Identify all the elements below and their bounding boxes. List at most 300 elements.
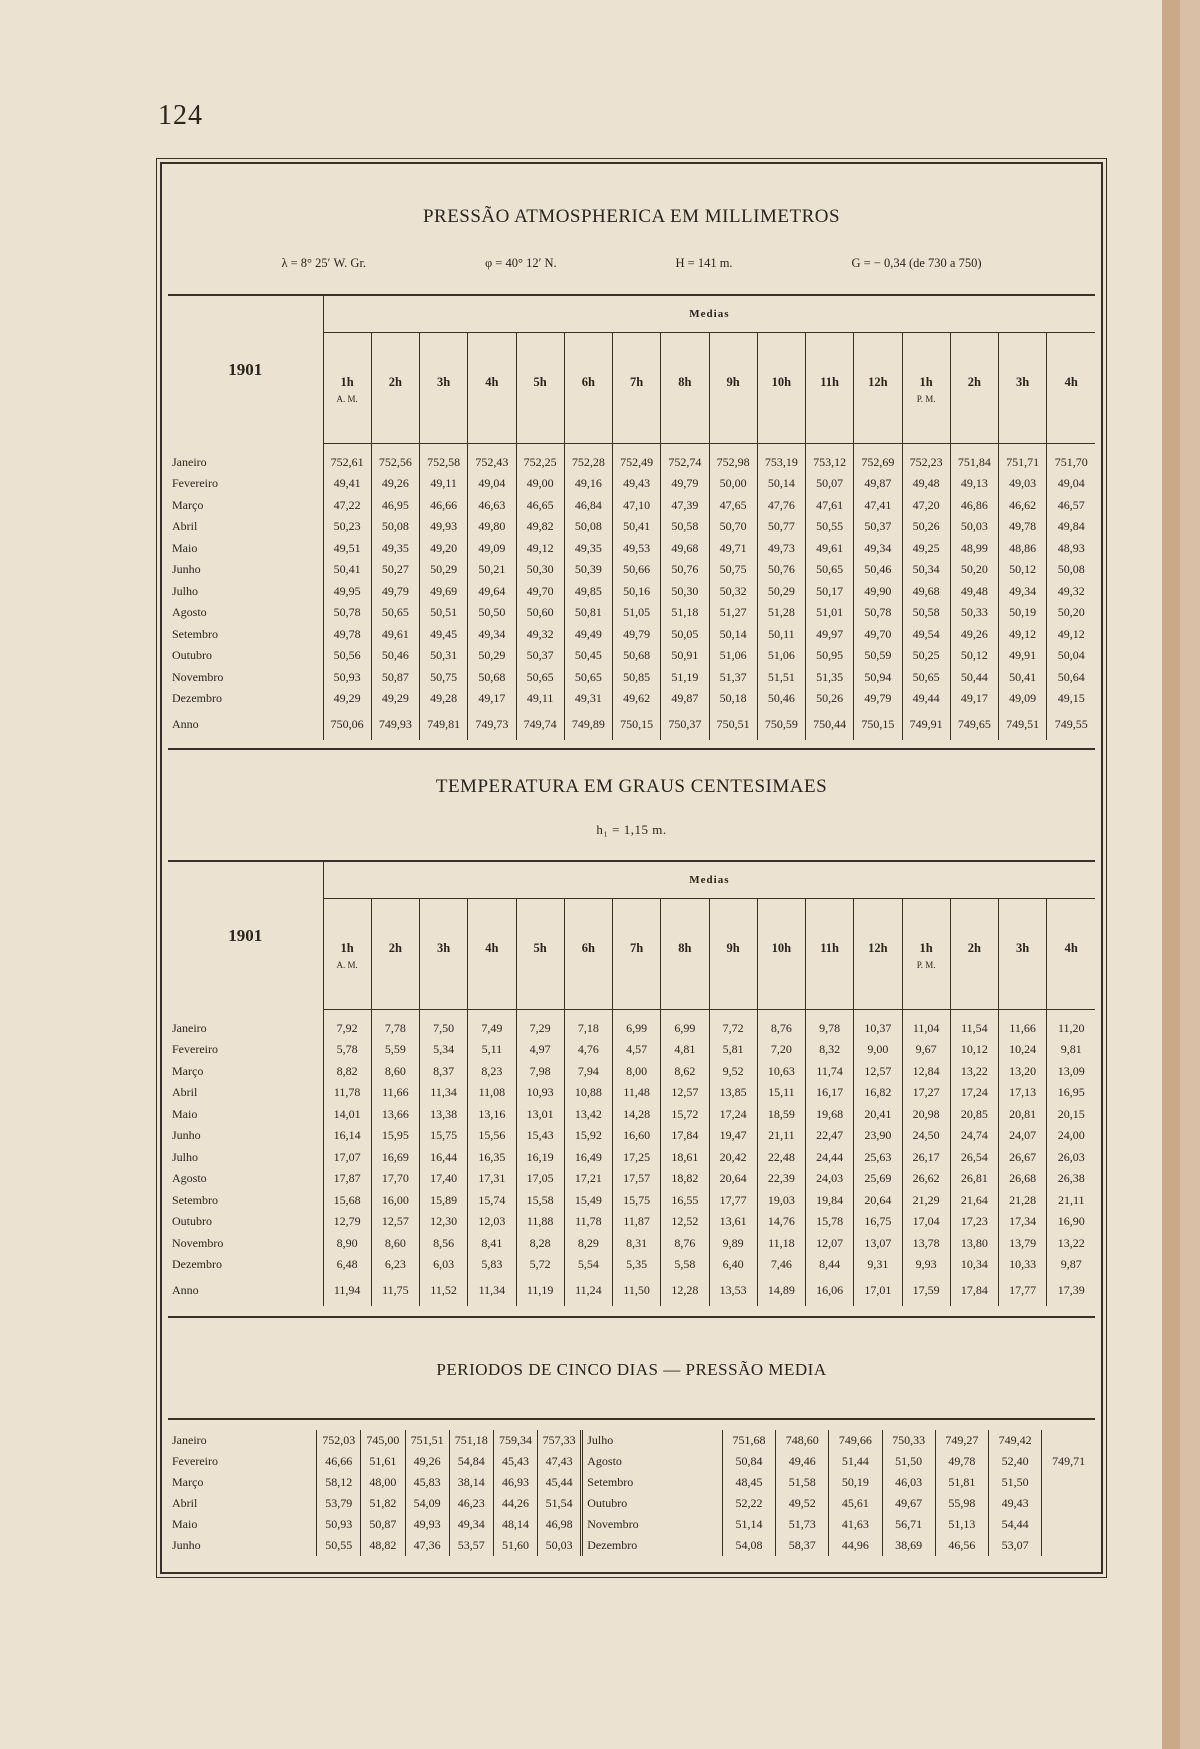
value-cell: 11,04 [902, 1010, 950, 1040]
value-cell: 50,37 [516, 645, 564, 667]
value-cell: 26,62 [902, 1168, 950, 1190]
value-cell: 50,12 [950, 645, 998, 667]
value-cell: 50,81 [564, 602, 612, 624]
value-cell: 13,22 [950, 1061, 998, 1083]
value-cell: 50,84 [722, 1451, 775, 1472]
month-label: Setembro [172, 1192, 218, 1207]
value-cell: 749,42 [988, 1430, 1041, 1451]
hour-label: 8h [678, 941, 692, 955]
value-cell: 50,30 [516, 559, 564, 581]
value-cell: 49,79 [371, 581, 419, 603]
value-cell: 11,78 [564, 1211, 612, 1233]
table-row [168, 473, 1095, 495]
value-cell: 53,79 [317, 1493, 361, 1514]
value-cell: 16,69 [371, 1147, 419, 1169]
hour-header [854, 899, 902, 1010]
value-cell: 9,52 [709, 1061, 757, 1083]
value-cell: 752,49 [613, 444, 661, 474]
value-cell: 24,00 [1047, 1125, 1095, 1147]
value-cell: 49,78 [999, 516, 1047, 538]
month-label: Junho [172, 1128, 201, 1143]
value-cell: 7,46 [757, 1254, 805, 1276]
table-row [168, 688, 1095, 710]
hour-label: 3h [437, 941, 451, 955]
value-cell: 9,89 [709, 1233, 757, 1255]
value-cell: 46,57 [1047, 495, 1095, 517]
divider [168, 1418, 1095, 1420]
value-cell [1042, 1493, 1095, 1514]
value-cell: 7,20 [757, 1039, 805, 1061]
value-cell: 50,51 [420, 602, 468, 624]
value-cell: 49,34 [854, 538, 902, 560]
annual-value: 749,73 [468, 710, 516, 740]
value-cell: 8,76 [757, 1010, 805, 1040]
value-cell: 26,17 [902, 1147, 950, 1169]
value-cell: 10,63 [757, 1061, 805, 1083]
value-cell: 51,14 [722, 1514, 775, 1535]
value-cell: 15,43 [516, 1125, 564, 1147]
value-cell: 17,24 [950, 1082, 998, 1104]
value-cell: 50,21 [468, 559, 516, 581]
value-cell: 7,92 [323, 1010, 371, 1040]
hour-label: 6h [581, 375, 595, 389]
pressure-title: PRESSÃO ATMOSPHERICA EM MILLIMETROS [422, 206, 841, 227]
month-label: Março [172, 497, 204, 512]
value-cell: 23,90 [854, 1125, 902, 1147]
value-cell: 50,56 [323, 645, 371, 667]
value-cell: 8,82 [323, 1061, 371, 1083]
value-cell: 12,84 [902, 1061, 950, 1083]
hour-label: 4h [485, 941, 499, 955]
value-cell: 49,93 [420, 516, 468, 538]
value-cell: 12,57 [371, 1211, 419, 1233]
annual-value: 17,59 [902, 1276, 950, 1306]
value-cell: 50,07 [806, 473, 854, 495]
value-cell: 5,83 [468, 1254, 516, 1276]
value-cell: 19,47 [709, 1125, 757, 1147]
value-cell: 49,43 [613, 473, 661, 495]
annual-value: 750,44 [806, 710, 854, 740]
value-cell: 50,18 [709, 688, 757, 710]
value-cell: 49,43 [988, 1493, 1041, 1514]
hour-header [661, 333, 709, 444]
value-cell: 51,50 [882, 1451, 935, 1472]
value-cell: 7,78 [371, 1010, 419, 1040]
value-cell: 15,78 [806, 1211, 854, 1233]
annual-value: 11,34 [468, 1276, 516, 1306]
value-cell: 15,11 [757, 1082, 805, 1104]
hour-label: 7h [630, 941, 644, 955]
month-label: Novembro [172, 1235, 224, 1250]
divider [168, 1316, 1095, 1318]
value-cell: 13,61 [709, 1211, 757, 1233]
value-cell: 49,25 [902, 538, 950, 560]
month-label: Março [172, 1475, 204, 1489]
hour-label: 9h [726, 375, 740, 389]
value-cell: 753,12 [806, 444, 854, 474]
value-cell: 17,84 [661, 1125, 709, 1147]
value-cell: 16,95 [1047, 1082, 1095, 1104]
value-cell: 5,72 [516, 1254, 564, 1276]
value-cell: 15,68 [323, 1190, 371, 1212]
value-cell: 46,62 [999, 495, 1047, 517]
value-cell: 10,93 [516, 1082, 564, 1104]
table-row [168, 495, 1095, 517]
value-cell: 50,77 [757, 516, 805, 538]
month-label: Setembro [172, 626, 218, 641]
value-cell: 17,34 [999, 1211, 1047, 1233]
value-cell: 49,32 [516, 624, 564, 646]
value-cell: 18,61 [661, 1147, 709, 1169]
value-cell: 50,19 [829, 1472, 882, 1493]
value-cell: 51,81 [935, 1472, 988, 1493]
value-cell: 46,66 [420, 495, 468, 517]
value-cell: 54,09 [405, 1493, 449, 1514]
value-cell: 51,06 [709, 645, 757, 667]
value-cell: 50,26 [806, 688, 854, 710]
value-cell: 49,79 [613, 624, 661, 646]
value-cell: 26,81 [950, 1168, 998, 1190]
value-cell: 8,62 [661, 1061, 709, 1083]
value-cell: 50,64 [1047, 667, 1095, 689]
value-cell: 50,26 [902, 516, 950, 538]
value-cell: 50,34 [902, 559, 950, 581]
value-cell: 16,35 [468, 1147, 516, 1169]
value-cell: 50,04 [1047, 645, 1095, 667]
value-cell: 50,31 [420, 645, 468, 667]
value-cell: 47,39 [661, 495, 709, 517]
value-cell: 50,37 [854, 516, 902, 538]
value-cell: 48,82 [361, 1535, 405, 1556]
hour-header [323, 333, 371, 444]
value-cell: 9,31 [854, 1254, 902, 1276]
value-cell: 49,68 [661, 538, 709, 560]
value-cell: 6,40 [709, 1254, 757, 1276]
value-cell: 11,34 [420, 1082, 468, 1104]
temperature-title: TEMPERATURA EM GRAUS CENTESIMAES [435, 776, 828, 797]
value-cell: 38,69 [882, 1535, 935, 1556]
value-cell: 50,08 [1047, 559, 1095, 581]
annual-value: 11,24 [564, 1276, 612, 1306]
value-cell: 8,00 [613, 1061, 661, 1083]
value-cell: 50,68 [468, 667, 516, 689]
value-cell: 50,58 [902, 602, 950, 624]
value-cell: 45,44 [538, 1472, 582, 1493]
value-cell: 752,03 [317, 1430, 361, 1451]
table-row [168, 645, 1095, 667]
hour-label: 1h [919, 941, 933, 955]
value-cell: 12,79 [323, 1211, 371, 1233]
value-cell: 49,31 [564, 688, 612, 710]
month-label: Julho [582, 1430, 723, 1451]
hour-header [1047, 333, 1095, 444]
value-cell: 49,09 [468, 538, 516, 560]
value-cell: 24,50 [902, 1125, 950, 1147]
hour-header [371, 899, 419, 1010]
value-cell: 20,85 [950, 1104, 998, 1126]
month-label: Janeiro [172, 1020, 207, 1035]
value-cell: 49,09 [999, 688, 1047, 710]
value-cell: 48,93 [1047, 538, 1095, 560]
value-cell: 15,56 [468, 1125, 516, 1147]
value-cell: 5,54 [564, 1254, 612, 1276]
value-cell: 11,74 [806, 1061, 854, 1083]
annual-value: 749,55 [1047, 710, 1095, 740]
value-cell: 50,65 [902, 667, 950, 689]
value-cell: 11,88 [516, 1211, 564, 1233]
value-cell: 49,64 [468, 581, 516, 603]
value-cell: 751,84 [950, 444, 998, 474]
constant-longitude: λ = 8° 25′ W. Gr. [281, 256, 367, 270]
value-cell: 50,29 [757, 581, 805, 603]
annual-value: 17,77 [999, 1276, 1047, 1306]
value-cell: 20,64 [709, 1168, 757, 1190]
value-cell: 49,49 [564, 624, 612, 646]
value-cell: 751,70 [1047, 444, 1095, 474]
value-cell: 38,14 [449, 1472, 493, 1493]
value-cell: 11,18 [757, 1233, 805, 1255]
value-cell: 20,15 [1047, 1104, 1095, 1126]
value-cell: 24,07 [999, 1125, 1047, 1147]
value-cell: 50,32 [709, 581, 757, 603]
value-cell: 47,20 [902, 495, 950, 517]
hour-header [999, 333, 1047, 444]
hour-header [564, 333, 612, 444]
value-cell: 49,46 [776, 1451, 829, 1472]
divider [168, 748, 1095, 750]
value-cell: 26,38 [1047, 1168, 1095, 1190]
table-row [168, 1039, 1095, 1061]
value-cell: 49,11 [516, 688, 564, 710]
pm-label: P. M. [916, 960, 936, 970]
value-cell: 49,34 [449, 1514, 493, 1535]
value-cell: 50,25 [902, 645, 950, 667]
value-cell: 8,44 [806, 1254, 854, 1276]
temperature-table [168, 862, 1095, 1306]
value-cell: 49,85 [564, 581, 612, 603]
value-cell: 752,69 [854, 444, 902, 474]
value-cell: 50,75 [709, 559, 757, 581]
value-cell: 53,57 [449, 1535, 493, 1556]
hour-header [613, 899, 661, 1010]
hour-label: 2h [388, 941, 402, 955]
value-cell: 8,76 [661, 1233, 709, 1255]
value-cell: 9,00 [854, 1039, 902, 1061]
pm-label: P. M. [916, 394, 936, 404]
value-cell: 49,04 [468, 473, 516, 495]
five-day-table [168, 1430, 1095, 1556]
value-cell: 6,99 [661, 1010, 709, 1040]
annual-value: 750,06 [323, 710, 371, 740]
value-cell: 16,90 [1047, 1211, 1095, 1233]
value-cell: 49,20 [420, 538, 468, 560]
month-label: Dezembro [172, 1257, 222, 1272]
annual-value: 750,51 [709, 710, 757, 740]
am-label: A. M. [336, 960, 358, 970]
value-cell: 759,34 [493, 1430, 537, 1451]
value-cell: 5,35 [613, 1254, 661, 1276]
value-cell: 49,61 [371, 624, 419, 646]
value-cell: 7,94 [564, 1061, 612, 1083]
value-cell: 13,07 [854, 1233, 902, 1255]
annual-value: 750,59 [757, 710, 805, 740]
value-cell: 50,55 [317, 1535, 361, 1556]
table-frame [160, 162, 1103, 1574]
value-cell: 49,91 [999, 645, 1047, 667]
value-cell: 751,18 [449, 1430, 493, 1451]
hour-label: 4h [1064, 375, 1078, 389]
hour-label: 11h [820, 375, 839, 389]
month-label: Novembro [172, 669, 224, 684]
value-cell: 13,09 [1047, 1061, 1095, 1083]
annual-value: 749,51 [999, 710, 1047, 740]
value-cell: 49,44 [902, 688, 950, 710]
value-cell: 50,59 [854, 645, 902, 667]
value-cell: 46,23 [449, 1493, 493, 1514]
value-cell: 45,61 [829, 1493, 882, 1514]
value-cell: 50,68 [613, 645, 661, 667]
hour-label: 5h [533, 941, 547, 955]
value-cell: 50,65 [371, 602, 419, 624]
value-cell: 10,33 [999, 1254, 1047, 1276]
value-cell: 4,97 [516, 1039, 564, 1061]
value-cell: 54,44 [988, 1514, 1041, 1535]
value-cell: 751,71 [999, 444, 1047, 474]
value-cell: 49,17 [950, 688, 998, 710]
value-cell: 18,82 [661, 1168, 709, 1190]
value-cell: 17,07 [323, 1147, 371, 1169]
value-cell: 51,37 [709, 667, 757, 689]
value-cell: 11,66 [371, 1082, 419, 1104]
table-row [168, 1104, 1095, 1126]
value-cell: 8,32 [806, 1039, 854, 1061]
table-row [168, 516, 1095, 538]
value-cell: 8,29 [564, 1233, 612, 1255]
value-cell: 50,19 [999, 602, 1047, 624]
table-row [168, 444, 1095, 474]
value-cell: 13,80 [950, 1233, 998, 1255]
value-cell: 46,63 [468, 495, 516, 517]
value-cell: 748,60 [776, 1430, 829, 1451]
value-cell: 13,85 [709, 1082, 757, 1104]
table-row [168, 538, 1095, 560]
month-label: Fevereiro [172, 1042, 218, 1057]
value-cell: 51,13 [935, 1514, 988, 1535]
value-cell: 49,12 [516, 538, 564, 560]
value-cell: 48,00 [361, 1472, 405, 1493]
value-cell: 50,45 [564, 645, 612, 667]
hour-header [950, 333, 998, 444]
value-cell: 50,93 [323, 667, 371, 689]
value-cell: 751,51 [405, 1430, 449, 1451]
medias-header: Medias [323, 296, 1095, 333]
value-cell: 16,49 [564, 1147, 612, 1169]
value-cell: 15,95 [371, 1125, 419, 1147]
value-cell: 48,86 [999, 538, 1047, 560]
value-cell: 49,48 [950, 581, 998, 603]
hour-header [999, 899, 1047, 1010]
value-cell: 9,87 [1047, 1254, 1095, 1276]
value-cell: 50,58 [661, 516, 709, 538]
value-cell: 8,60 [371, 1061, 419, 1083]
table-row [168, 1168, 1095, 1190]
value-cell: 25,69 [854, 1168, 902, 1190]
value-cell: 49,17 [468, 688, 516, 710]
value-cell: 13,66 [371, 1104, 419, 1126]
value-cell: 21,64 [950, 1190, 998, 1212]
value-cell: 47,43 [538, 1451, 582, 1472]
table-row [168, 559, 1095, 581]
value-cell: 20,81 [999, 1104, 1047, 1126]
year-header: 1901 [228, 359, 263, 379]
table-row [168, 667, 1095, 689]
value-cell: 50,60 [516, 602, 564, 624]
hour-label: 8h [678, 375, 692, 389]
hour-label: 10h [771, 375, 792, 389]
hour-header [854, 333, 902, 444]
value-cell: 46,03 [882, 1472, 935, 1493]
value-cell: 15,49 [564, 1190, 612, 1212]
value-cell: 50,17 [806, 581, 854, 603]
five-day-row [168, 1430, 1095, 1451]
value-cell: 17,13 [999, 1082, 1047, 1104]
value-cell: 10,34 [950, 1254, 998, 1276]
value-cell: 49,04 [1047, 473, 1095, 495]
page-number: 124 [158, 100, 203, 131]
value-cell: 12,07 [806, 1233, 854, 1255]
value-cell: 752,61 [323, 444, 371, 474]
value-cell: 50,65 [564, 667, 612, 689]
hour-header [806, 899, 854, 1010]
value-cell: 13,42 [564, 1104, 612, 1126]
value-cell: 51,51 [757, 667, 805, 689]
value-cell: 49,26 [405, 1451, 449, 1472]
value-cell: 49,41 [323, 473, 371, 495]
value-cell: 54,08 [722, 1535, 775, 1556]
value-cell: 49,87 [854, 473, 902, 495]
value-cell: 50,50 [468, 602, 516, 624]
value-cell: 21,29 [902, 1190, 950, 1212]
value-cell: 21,11 [1047, 1190, 1095, 1212]
value-cell: 19,84 [806, 1190, 854, 1212]
hour-header [757, 333, 805, 444]
value-cell: 51,27 [709, 602, 757, 624]
value-cell: 21,11 [757, 1125, 805, 1147]
table-row [168, 1211, 1095, 1233]
value-cell: 7,98 [516, 1061, 564, 1083]
month-label: Abril [172, 519, 198, 534]
value-cell: 8,37 [420, 1061, 468, 1083]
annual-value: 749,91 [902, 710, 950, 740]
am-label: A. M. [336, 394, 358, 404]
value-cell: 752,25 [516, 444, 564, 474]
hour-header [420, 333, 468, 444]
value-cell: 11,48 [613, 1082, 661, 1104]
value-cell: 49,26 [371, 473, 419, 495]
value-cell: 49,16 [564, 473, 612, 495]
value-cell: 51,82 [361, 1493, 405, 1514]
month-label: Junho [172, 1538, 201, 1552]
value-cell: 4,57 [613, 1039, 661, 1061]
annual-label: Anno [172, 1283, 199, 1297]
value-cell: 50,55 [806, 516, 854, 538]
value-cell: 17,05 [516, 1168, 564, 1190]
value-cell: 50,00 [709, 473, 757, 495]
value-cell: 50,65 [806, 559, 854, 581]
hour-label: 12h [868, 375, 888, 389]
hour-label: 3h [1016, 941, 1030, 955]
month-label: Agosto [172, 605, 207, 620]
